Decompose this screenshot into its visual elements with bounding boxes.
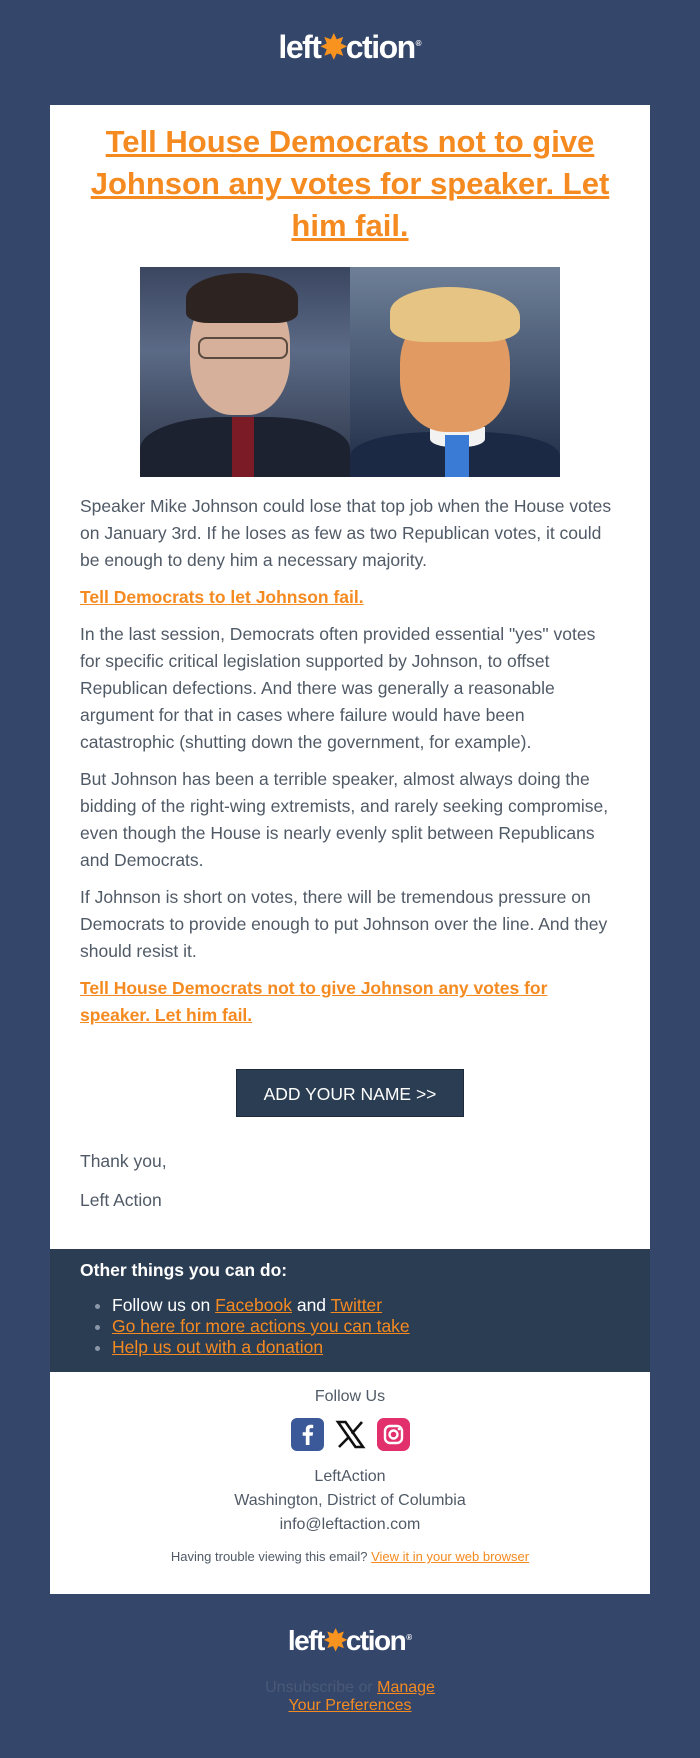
- org-name: LeftAction: [314, 1468, 386, 1485]
- list-item-actions: [112, 1316, 620, 1337]
- facebook-icon[interactable]: [291, 1418, 324, 1451]
- email-footer: [50, 1372, 650, 1594]
- leftaction-logo[interactable]: left✸ction®: [278, 29, 422, 65]
- burst-icon: ✸: [320, 29, 346, 65]
- facebook-link[interactable]: Facebook: [215, 1295, 292, 1315]
- paragraph-last-session: In the last session, Democrats often provided essential "yes" votes for specific critical legislation supported by Johnson, to offset Republican defections. And there was generally a reasonable argument for that in cases where failure would have been catastrophic (shutting down the government, for example).: [80, 624, 596, 752]
- preferences-link[interactable]: Your Preferences: [288, 1697, 412, 1714]
- other-things-title: Other things you can do:: [80, 1260, 288, 1280]
- donation-link[interactable]: Help us out with a donation: [112, 1337, 324, 1357]
- more-actions-link[interactable]: Go here for more actions you can take: [112, 1316, 410, 1336]
- trouble-viewing: Having trouble viewing this email? View it in your web browser: [170, 1549, 530, 1564]
- x-icon[interactable]: [334, 1418, 367, 1451]
- paragraph-intro: Speaker Mike Johnson could lose that top job when the House votes on January 3rd. If he loses as few as two Republican votes, it could be enough to deny him a necessary majority.: [80, 496, 612, 570]
- org-location: Washington, District of Columbia: [234, 1492, 466, 1509]
- paragraph-resist: If Johnson is short on votes, there will be tremendous pressure on Democrats to provide enough to put Johnson over the line. And they should resist it.: [80, 887, 608, 961]
- instagram-icon[interactable]: [377, 1418, 410, 1451]
- add-your-name-button[interactable]: ADD YOUR NAME >>: [236, 1069, 464, 1117]
- email-content: [50, 105, 650, 1249]
- list-item-follow: • Follow us on Facebook and Twitter: [112, 1295, 620, 1316]
- trump-photo: [350, 267, 560, 477]
- paragraph-terrible-speaker: But Johnson has been a terrible speaker, almost always doing the bidding of the right-wing extremists, and rarely seeking compromise, even though the House is nearly evenly split between Republicans and Democrats.: [80, 769, 609, 870]
- johnson-photo: [140, 267, 350, 477]
- leftaction-logo-footer[interactable]: left✸ction®: [287, 1625, 413, 1656]
- signoff-thanks: Thank you,: [80, 1151, 167, 1171]
- email-card: [50, 105, 650, 1594]
- list-item-donation: [112, 1337, 620, 1358]
- burst-icon: ✸: [323, 1625, 346, 1656]
- manage-link[interactable]: Manage: [377, 1679, 435, 1696]
- signoff: [80, 1149, 620, 1213]
- social-icons: [50, 1418, 650, 1451]
- header: [0, 0, 700, 105]
- other-things-panel: [50, 1249, 650, 1372]
- let-johnson-fail-link[interactable]: Tell Democrats to let Johnson fail.: [80, 587, 364, 607]
- hero-image[interactable]: [140, 267, 560, 477]
- unsubscribe-link[interactable]: Unsubscribe or: [265, 1679, 378, 1696]
- cta-wrap: [80, 1039, 620, 1149]
- view-in-browser-link[interactable]: View it in your web browser: [371, 1549, 530, 1564]
- unsubscribe-section: [0, 1679, 700, 1715]
- bottom-logo-wrap: [0, 1624, 700, 1657]
- no-votes-link[interactable]: Tell House Democrats not to give Johnson any votes for speaker. Let him fail.: [80, 978, 548, 1025]
- follow-us-label: Follow Us: [314, 1388, 386, 1405]
- headline-link[interactable]: Tell House Democrats not to give Johnson any votes for speaker. Let him fail.: [90, 124, 610, 243]
- signoff-name: Left Action: [80, 1190, 162, 1210]
- twitter-link[interactable]: Twitter: [330, 1295, 383, 1315]
- other-things-list: [80, 1295, 620, 1358]
- org-email[interactable]: info@leftaction.com: [279, 1516, 421, 1533]
